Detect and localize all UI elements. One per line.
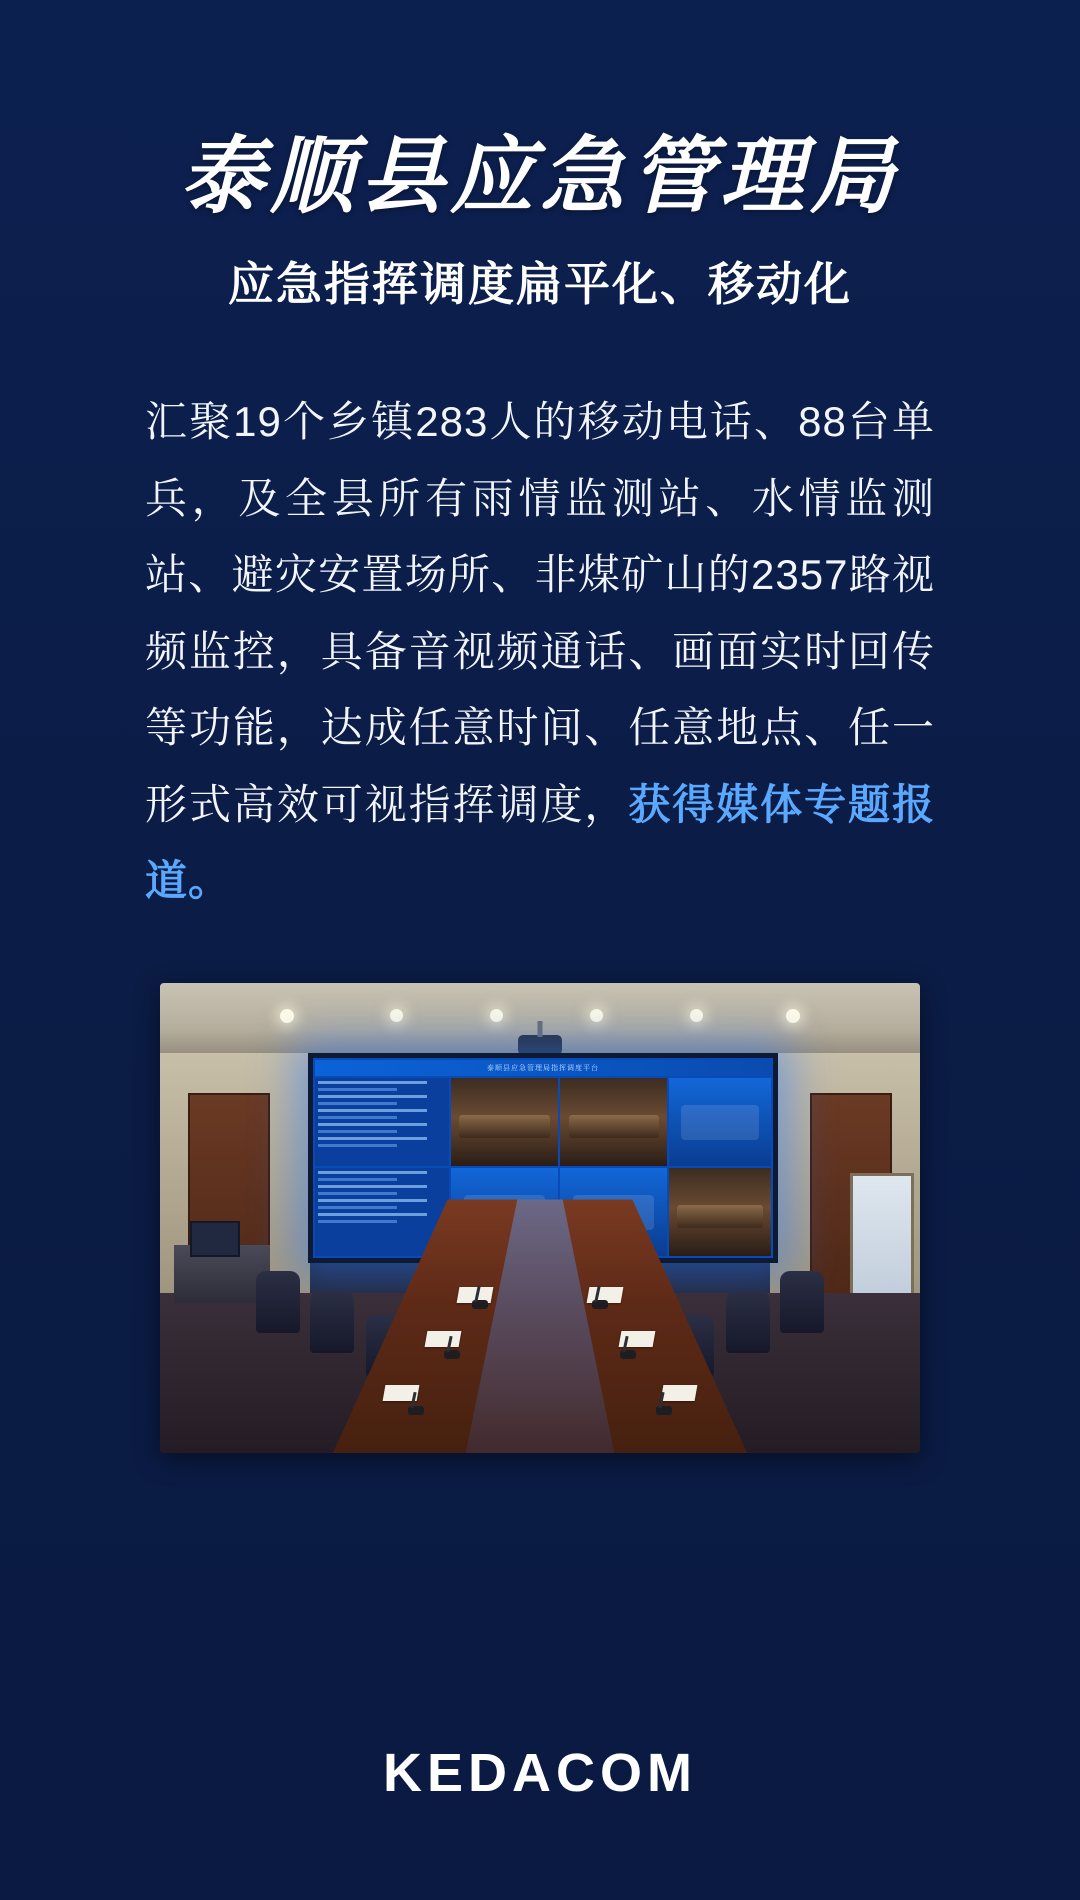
command-center-photo bbox=[160, 983, 920, 1453]
microphone-icon bbox=[444, 1350, 460, 1359]
photo-scene bbox=[160, 983, 920, 1453]
body-paragraph bbox=[145, 384, 935, 919]
video-wall-list-panel bbox=[315, 1078, 449, 1166]
microphone-icon bbox=[620, 1350, 636, 1359]
video-wall-title: 泰顺县应急管理局指挥调度平台 bbox=[315, 1060, 771, 1076]
microphone-icon bbox=[592, 1300, 608, 1309]
video-wall-feed bbox=[669, 1168, 771, 1256]
body-text-highlight: 获得媒体专题报道。 bbox=[145, 780, 935, 905]
microphone-icon bbox=[408, 1406, 424, 1415]
operator-monitor bbox=[190, 1221, 240, 1257]
page-title: 泰顺县应急管理局 bbox=[179, 126, 900, 225]
document-paper bbox=[425, 1331, 462, 1347]
body-text-main: 汇聚19个乡镇283人的移动电话、88台单兵，及全县所有雨情监测站、水情监测站、避灾安置场所、非煤矿山的2357路视频监控，具备音视频通话、画面实时回传等功能，达成任意时间、任意地点、任一形式高效可视指挥调度， bbox=[145, 398, 935, 828]
poster-header bbox=[0, 126, 1080, 314]
kedacom-logo: KEDACOM bbox=[383, 1743, 697, 1803]
microphone-icon bbox=[656, 1406, 672, 1415]
video-wall-feed bbox=[451, 1078, 558, 1166]
wall-right bbox=[770, 1053, 920, 1303]
chair bbox=[726, 1291, 770, 1353]
chair bbox=[310, 1291, 354, 1353]
document-paper bbox=[661, 1385, 698, 1401]
poster-footer bbox=[0, 1742, 1080, 1804]
video-wall-feed bbox=[560, 1078, 667, 1166]
page-subtitle: 应急指挥调度扁平化、移动化 bbox=[228, 258, 852, 311]
microphone-icon bbox=[472, 1300, 488, 1309]
video-wall-info-panel bbox=[669, 1078, 771, 1166]
camera-icon bbox=[518, 1035, 562, 1055]
chair bbox=[780, 1271, 824, 1333]
chair bbox=[256, 1271, 300, 1333]
